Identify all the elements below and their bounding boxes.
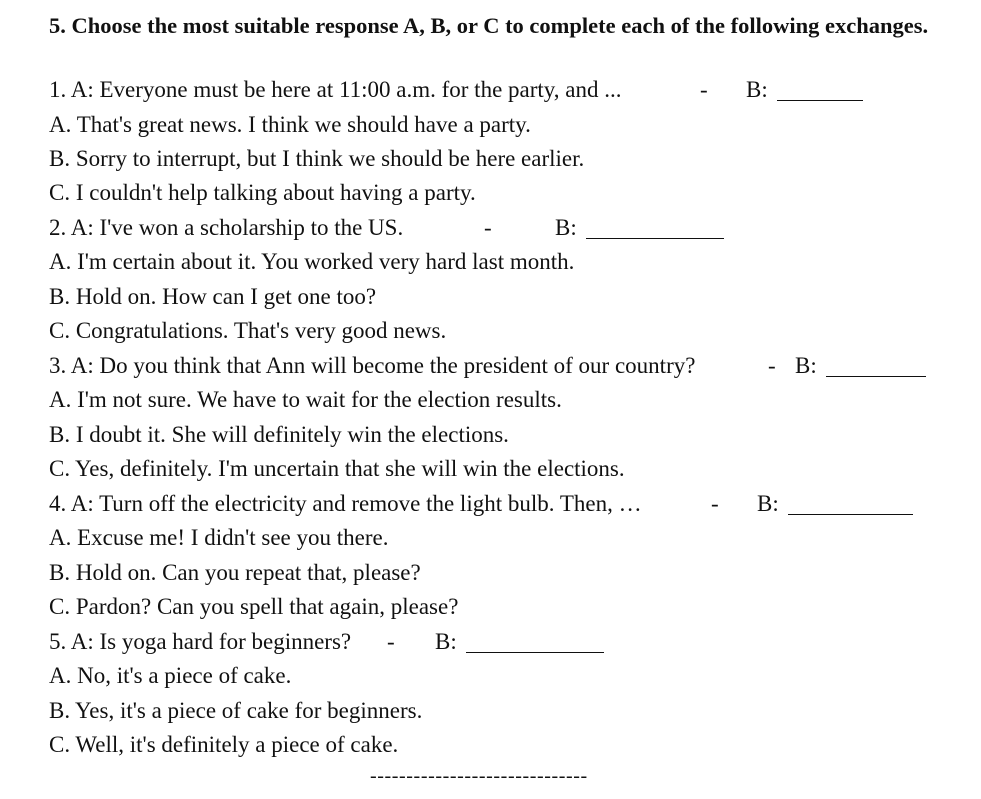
question-4-prompt: 4. A: Turn off the electricity and remove the light bulb. Then, … bbox=[49, 491, 642, 516]
question-5-option-b: B. Yes, it's a piece of cake for beginners. bbox=[49, 698, 423, 723]
question-5-b-label: B: bbox=[435, 629, 457, 654]
question-5-answer-blank[interactable] bbox=[466, 629, 604, 663]
footer-divider: ------------------------------ bbox=[370, 765, 588, 787]
question-3-option-c: C. Yes, definitely. I'm uncertain that she will win the elections. bbox=[49, 456, 625, 481]
question-4-dash: - bbox=[711, 491, 719, 516]
question-3-option-a: A. I'm not sure. We have to wait for the election results. bbox=[49, 387, 562, 412]
question-1-dash: - bbox=[700, 77, 708, 102]
question-1-answer-blank[interactable] bbox=[777, 77, 863, 111]
question-4-option-a: A. Excuse me! I didn't see you there. bbox=[49, 525, 389, 550]
question-4-b-label: B: bbox=[757, 491, 779, 516]
question-1-option-b: B. Sorry to interrupt, but I think we should be here earlier. bbox=[49, 146, 585, 171]
question-3-dash: - bbox=[768, 353, 776, 378]
question-4-option-b: B. Hold on. Can you repeat that, please? bbox=[49, 560, 421, 585]
question-2-option-c: C. Congratulations. That's very good news. bbox=[49, 318, 447, 343]
question-1-prompt: 1. A: Everyone must be here at 11:00 a.m. for the party, and ... bbox=[49, 77, 622, 102]
question-5-prompt: 5. A: Is yoga hard for beginners? bbox=[49, 629, 352, 654]
question-2-option-b: B. Hold on. How can I get one too? bbox=[49, 284, 377, 309]
exercise-instruction: 5. Choose the most suitable response A, B, or C to complete each of the following exchanges. bbox=[49, 13, 929, 38]
question-1-option-c: C. I couldn't help talking about having a party. bbox=[49, 180, 476, 205]
question-2-answer-blank[interactable] bbox=[586, 215, 724, 249]
question-3-prompt: 3. A: Do you think that Ann will become the president of our country? bbox=[49, 353, 696, 378]
question-2-b-label: B: bbox=[555, 215, 577, 240]
question-2-option-a: A. I'm certain about it. You worked very hard last month. bbox=[49, 249, 575, 274]
question-5-option-a: A. No, it's a piece of cake. bbox=[49, 663, 292, 688]
question-4-answer-blank[interactable] bbox=[788, 491, 913, 525]
question-3-answer-blank[interactable] bbox=[826, 353, 926, 387]
question-5-option-c: C. Well, it's definitely a piece of cake. bbox=[49, 732, 399, 757]
question-1-option-a: A. That's great news. I think we should have a party. bbox=[49, 112, 531, 137]
question-3-b-label: B: bbox=[795, 353, 817, 378]
question-2-prompt: 2. A: I've won a scholarship to the US. bbox=[49, 215, 404, 240]
question-3-option-b: B. I doubt it. She will definitely win the elections. bbox=[49, 422, 509, 447]
question-4-option-c: C. Pardon? Can you spell that again, please? bbox=[49, 594, 459, 619]
question-2-dash: - bbox=[484, 215, 492, 240]
question-5-dash: - bbox=[387, 629, 395, 654]
question-1-b-label: B: bbox=[746, 77, 768, 102]
